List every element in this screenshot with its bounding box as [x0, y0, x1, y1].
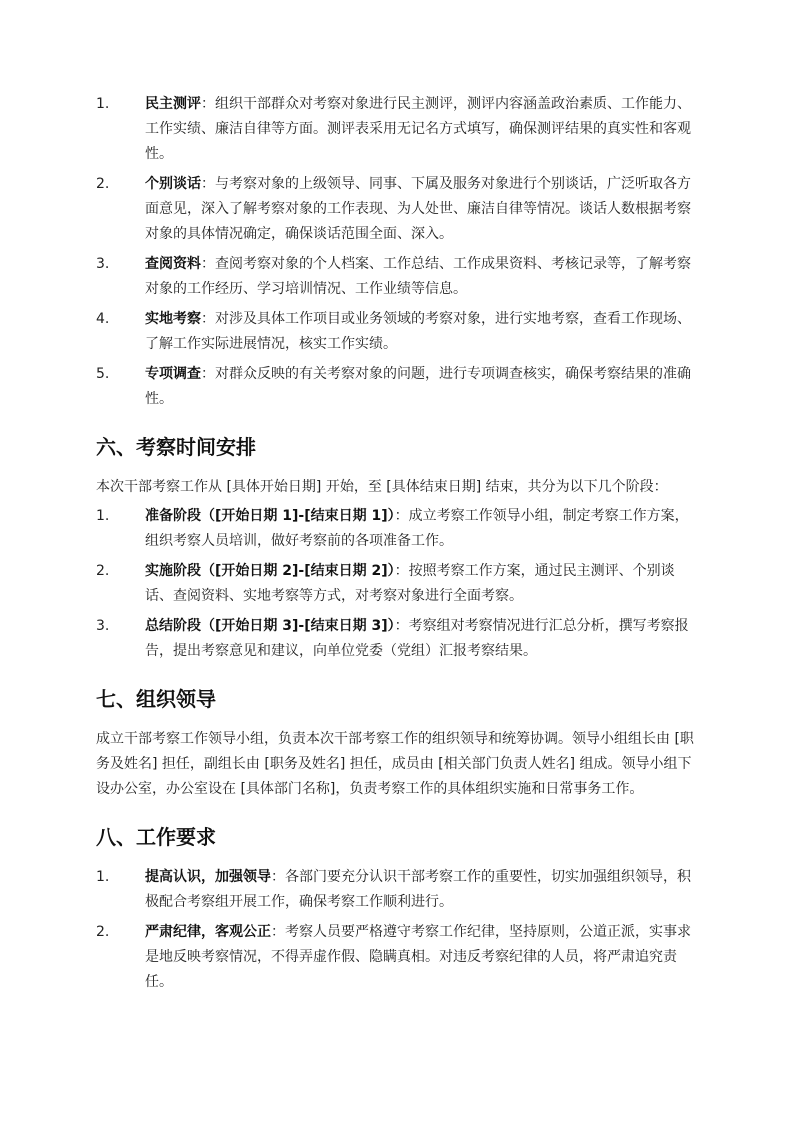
item-number: 2.: [96, 924, 110, 940]
section-heading: 八、工作要求: [96, 825, 216, 849]
list-item: [96, 614, 698, 664]
item-text: ：组织干部群众对考察对象进行民主测评，测评内容涵盖政治素质、工作能力、工作实绩、廉洁自律等方面。测评表采用无记名方式填写，确保测评结果的真实性和客观性。: [145, 96, 691, 162]
list-item: [96, 504, 698, 554]
item-text: ：对涉及具体工作项目或业务领域的考察对象，进行实地考察，查看工作现场、了解工作实际进展情况，核实工作实绩。: [145, 311, 691, 352]
section-paragraph: 成立干部考察工作领导小组，负责本次干部考察工作的组织领导和统筹协调。领导小组组长由 [职务及姓名] 担任，副组长由 [职务及姓名] 担任，成员由 [相关部门负责人姓名] 组成。领导小组下设办公室，办公室设在 [具体部门名称]，负责考察工作的具体组织实施和日常事务工作。: [96, 731, 694, 797]
requirements-list: [96, 865, 698, 995]
list-item: [96, 559, 698, 609]
section-intro: 本次干部考察工作从 [具体开始日期] 开始，至 [具体结束日期] 结束，共分为以下几个阶段：: [96, 479, 668, 495]
method-list: [96, 92, 698, 412]
item-number: 2.: [96, 563, 110, 579]
item-number: 5.: [96, 366, 110, 382]
item-text: ：对群众反映的有关考察对象的问题，进行专项调查核实，确保考察结果的准确性。: [145, 366, 691, 407]
item-title: 查阅资料: [145, 256, 201, 272]
item-number: 2.: [96, 176, 110, 192]
list-item: [96, 92, 698, 167]
schedule-list: [96, 504, 698, 664]
item-title: 总结阶段（[开始日期 3]-[结束日期 3]）: [145, 618, 395, 634]
item-title: 实地考察: [145, 311, 201, 327]
item-text: ：与考察对象的上级领导、同事、下属及服务对象进行个别谈话，广泛听取各方面意见，深入了解考察对象的工作表现、为人处世、廉洁自律等情况。谈话人数根据考察对象的具体情况确定，确保谈话范围全面、深入。: [145, 176, 691, 242]
item-number: 3.: [96, 618, 110, 634]
item-title: 严肃纪律，客观公正: [145, 924, 271, 940]
item-text: ：成立考察工作领导小组，制定考察工作方案，组织考察人员培训，做好考察前的各项准备工作。: [145, 508, 689, 549]
list-item: [96, 307, 698, 357]
item-text: ：考察人员要严格遵守考察工作纪律，坚持原则，公道正派，实事求是地反映考察情况，不得弄虚作假、隐瞒真相。对违反考察纪律的人员，将严肃追究责任。: [145, 924, 691, 990]
item-text: ：按照考察工作方案，通过民主测评、个别谈话、查阅资料、实地考察等方式，对考察对象进行全面考察。: [145, 563, 675, 604]
item-title: 个别谈话: [145, 176, 201, 192]
section-heading: 七、组织领导: [96, 687, 216, 711]
item-text: ：考察组对考察情况进行汇总分析，撰写考察报告，提出考察意见和建议，向单位党委（党组）汇报考察结果。: [145, 618, 689, 659]
item-title: 实施阶段（[开始日期 2]-[结束日期 2]）: [145, 563, 395, 579]
list-item: [96, 865, 698, 915]
item-text: ：查阅考察对象的个人档案、工作总结、工作成果资料、考核记录等，了解考察对象的工作经历、学习培训情况、工作业绩等信息。: [145, 256, 691, 297]
list-item: [96, 362, 698, 412]
item-number: 1.: [96, 508, 110, 524]
item-number: 3.: [96, 256, 110, 272]
list-item: [96, 172, 698, 247]
list-item: [96, 920, 698, 995]
item-title: 民主测评: [145, 96, 201, 112]
item-title: 专项调查: [145, 366, 201, 382]
item-title: 提高认识，加强领导: [145, 869, 271, 885]
list-item: [96, 252, 698, 302]
section-heading: 六、考察时间安排: [96, 435, 256, 459]
item-number: 1.: [96, 869, 110, 885]
item-number: 1.: [96, 96, 110, 112]
item-text: ：各部门要充分认识干部考察工作的重要性，切实加强组织领导，积极配合考察组开展工作，确保考察工作顺利进行。: [145, 869, 691, 910]
item-title: 准备阶段（[开始日期 1]-[结束日期 1]）: [145, 508, 395, 524]
item-number: 4.: [96, 311, 110, 327]
